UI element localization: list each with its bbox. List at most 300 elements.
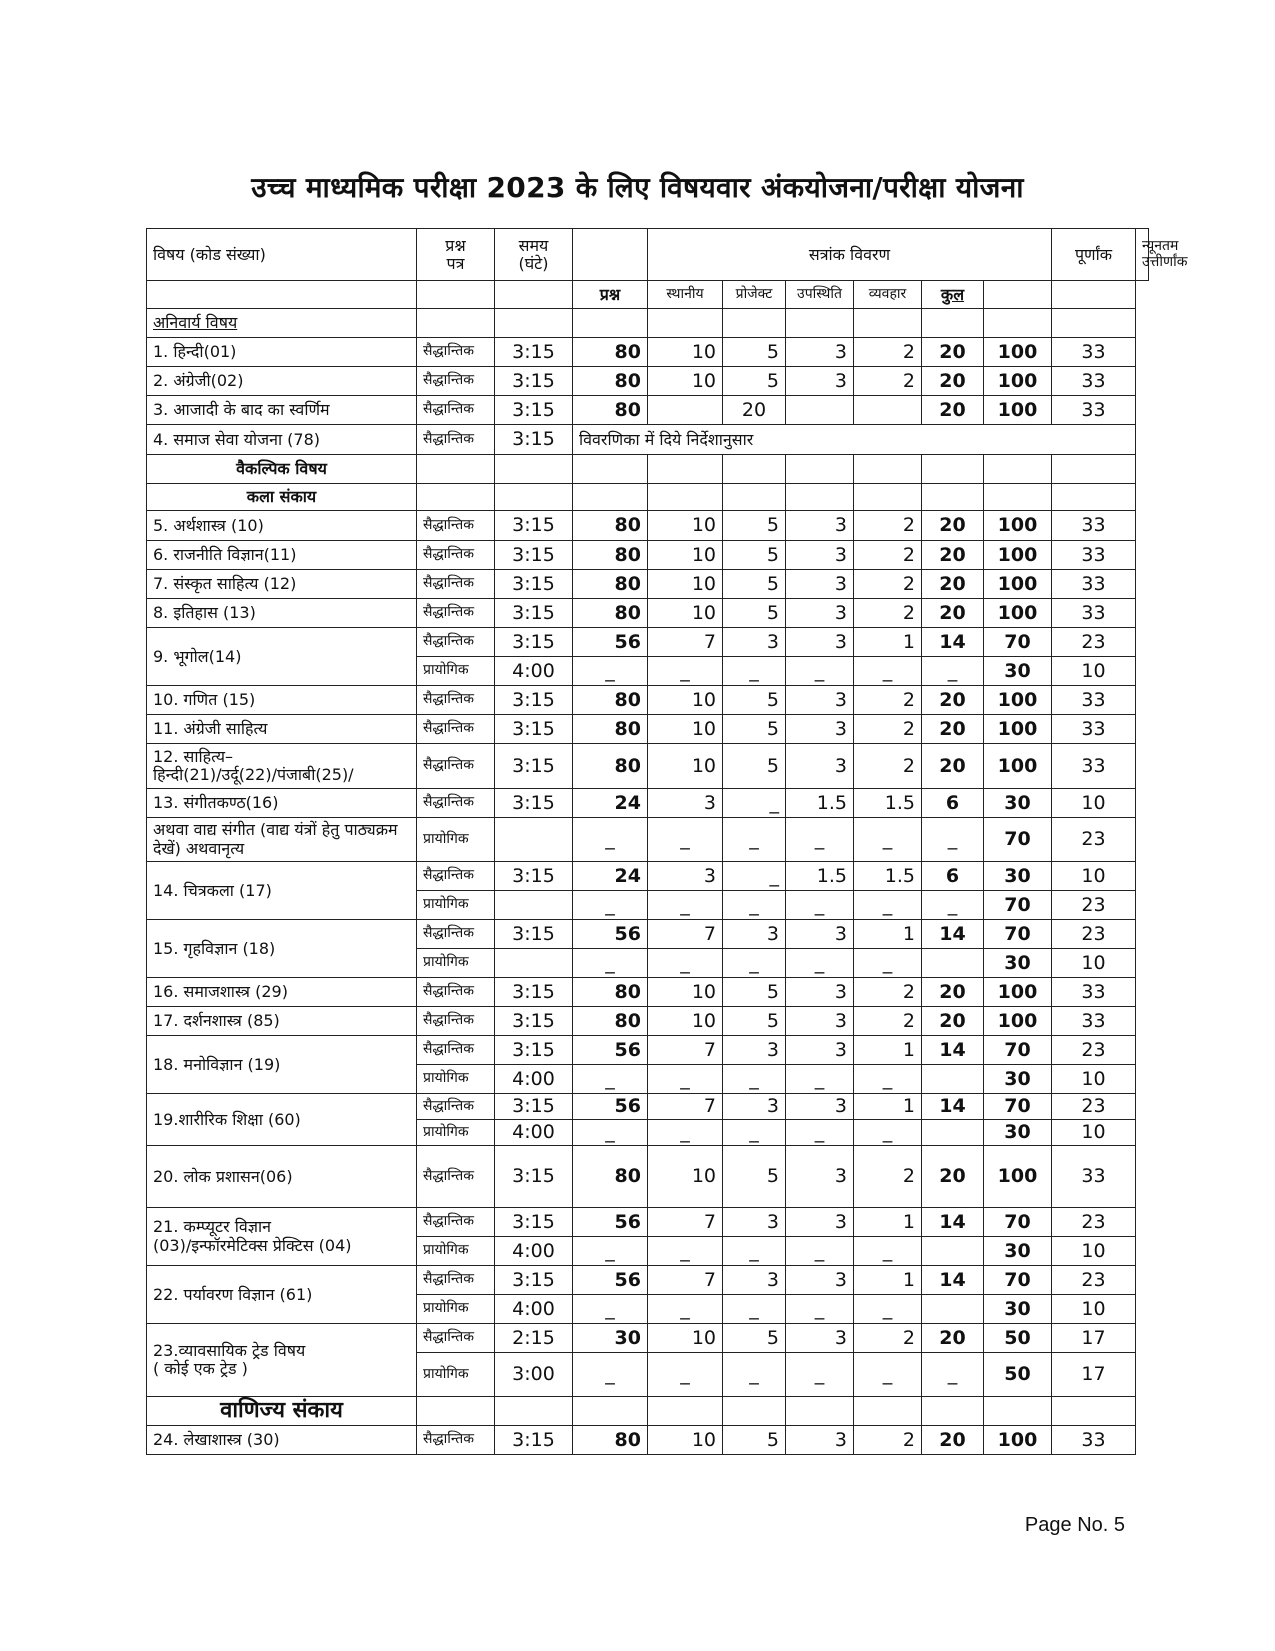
min-pass-cell: 33 [1052,541,1136,570]
min-pass-cell: 33 [1052,978,1136,1007]
subject-name: 12. साहित्य– हिन्दी(21)/उर्दू(22)/पंजाबी(25)/ [147,744,417,789]
q-cell: 56 [573,1208,648,1237]
page-title: उच्च माध्यमिक परीक्षा 2023 के लिए विषयवार अंकयोजना/परीक्षा योजना [251,171,1024,204]
local-cell [648,396,723,425]
total-cell: 100 [984,511,1052,541]
sum-cell: 14 [922,1266,984,1295]
project-cell: 3 [723,1208,786,1237]
subject-row [147,715,1149,744]
dash-cell: _ [648,1065,723,1094]
q-cell: 56 [573,1094,648,1120]
total-cell: 30 [984,789,1052,818]
subject-name: 18. मनोविज्ञान (19) [147,1036,417,1094]
sum-cell: 14 [922,920,984,949]
subject-name: 15. गृहविज्ञान (18) [147,920,417,978]
dash-cell: _ [723,1237,786,1266]
attendance-cell: 3 [786,1036,854,1065]
empty-cell [495,484,573,511]
section-row [147,484,1149,511]
total-cell: 70 [984,1266,1052,1295]
behaviour-cell: 1 [854,628,922,657]
subject-row [147,744,1149,789]
time-cell: 3:00 [495,1353,573,1397]
sum-cell: 20 [922,1324,984,1353]
local-cell: 10 [648,1324,723,1353]
q-cell: 80 [573,570,648,599]
local-cell: 10 [648,1426,723,1455]
empty-cell [495,455,573,484]
paper-type: सैद्धान्तिक [417,789,495,818]
time-cell: 3:15 [495,1208,573,1237]
min-pass-cell: 10 [1052,949,1136,978]
total-cell: 100 [984,744,1052,789]
paper-type: प्रायोगिक [417,818,495,862]
time-header: समय (घंटे) [495,229,573,281]
q-cell: 80 [573,978,648,1007]
subject-name: 1. हिन्दी(01) [147,338,417,367]
time-cell: 3:15 [495,425,573,455]
time-cell: 3:15 [495,978,573,1007]
total-cell: 30 [984,1237,1052,1266]
section-row [147,1397,1149,1426]
attendance-cell: 3 [786,1266,854,1295]
dash-cell: _ [723,891,786,920]
sum-cell: 20 [922,541,984,570]
subject-row [147,1036,1149,1065]
behaviour-cell: 2 [854,367,922,396]
sum-cell: 20 [922,1146,984,1208]
empty-cell [417,484,495,511]
dash-cell: _ [573,1295,648,1324]
total-cell: 30 [984,1120,1052,1146]
behaviour-cell: 2 [854,744,922,789]
empty-cell [786,1397,854,1426]
attendance-cell: 3 [786,1324,854,1353]
total-cell: 100 [984,1426,1052,1455]
empty-cell [1052,484,1136,511]
time-cell: 3:15 [495,1146,573,1208]
subject-name: 16. समाजशास्त्र (29) [147,978,417,1007]
attendance-cell: 3 [786,599,854,628]
paper-type: सैद्धान्तिक [417,715,495,744]
sum-cell: 14 [922,1208,984,1237]
empty-cell [723,455,786,484]
attendance-cell: 3 [786,367,854,396]
dash-cell: _ [786,1237,854,1266]
local-cell: 10 [648,686,723,715]
subject-row [147,862,1149,891]
paper-type: सैद्धान्तिक [417,686,495,715]
total-cell: 100 [984,570,1052,599]
min-pass-cell: 33 [1052,599,1136,628]
paper-type: सैद्धान्तिक [417,511,495,541]
sum-cell: 20 [922,511,984,541]
local-header: स्थानीय [648,281,723,309]
paper-type: सैद्धान्तिक [417,338,495,367]
sum-cell: 20 [922,978,984,1007]
paper-type: सैद्धान्तिक [417,978,495,1007]
project-cell: 5 [723,541,786,570]
project-cell: 5 [723,744,786,789]
attendance-cell: 3 [786,686,854,715]
subject-name: 22. पर्यावरण विज्ञान (61) [147,1266,417,1324]
empty-cell [922,455,984,484]
empty-cell [854,396,922,425]
min-pass-cell: 23 [1052,1208,1136,1237]
dash-cell: _ [854,657,922,686]
project-cell: 3 [723,1036,786,1065]
subject-row [147,338,1149,367]
min-pass-cell: 33 [1052,511,1136,541]
paper-type: सैद्धान्तिक [417,599,495,628]
subject-name: 21. कम्प्यूटर विज्ञान (03)/इन्फॉरमेटिक्स प्रेक्टिस (04) [147,1208,417,1266]
empty-cell [573,455,648,484]
behaviour-cell: 2 [854,1426,922,1455]
empty-cell [1052,1397,1136,1426]
project-cell: 5 [723,1146,786,1208]
paper-type: प्रायोगिक [417,1065,495,1094]
subject-row [147,1208,1149,1237]
total-header: पूर्णांक [1052,229,1136,281]
project-cell: 20 [723,396,786,425]
dash-cell: _ [573,1353,648,1397]
min-pass-cell: 33 [1052,686,1136,715]
subject-continuation: अथवा वाद्य संगीत (वाद्य यंत्रों हेतु पाठ्यक्रम देखें) अथवानृत्य [147,818,417,862]
local-cell: 10 [648,715,723,744]
sum-cell: 20 [922,1007,984,1036]
behaviour-cell: 2 [854,715,922,744]
behaviour-cell: 2 [854,686,922,715]
total-cell: 100 [984,338,1052,367]
paper-type: सैद्धान्तिक [417,396,495,425]
subject-name: 11. अंग्रेजी साहित्य [147,715,417,744]
empty-cell [854,455,922,484]
empty-cell [417,1397,495,1426]
paper-type: प्रायोगिक [417,1237,495,1266]
empty-cell [723,1397,786,1426]
dash-cell: _ [573,1120,648,1146]
sum-cell: 20 [922,1426,984,1455]
total-cell: 50 [984,1353,1052,1397]
time-cell: 2:15 [495,1324,573,1353]
attendance-cell: 3 [786,715,854,744]
min-pass-cell: 33 [1052,367,1136,396]
min-pass-cell: 23 [1052,920,1136,949]
min-pass-cell: 10 [1052,1295,1136,1324]
subject-row [147,599,1149,628]
min-pass-cell: 33 [1052,1146,1136,1208]
empty-cell [495,1397,573,1426]
subject-row [147,978,1149,1007]
behaviour-cell: 2 [854,1324,922,1353]
paper-type: सैद्धान्तिक [417,744,495,789]
empty-cell [984,484,1052,511]
empty-cell [786,309,854,338]
session-header: सत्रांक विवरण [648,229,1052,281]
empty-cell [1052,309,1136,338]
subject-row [147,1426,1149,1455]
total-cell: 30 [984,657,1052,686]
behaviour-cell: 2 [854,570,922,599]
time-cell: 3:15 [495,1007,573,1036]
min-pass-cell: 23 [1052,1036,1136,1065]
dash-cell: _ [723,1353,786,1397]
q-cell: 80 [573,1426,648,1455]
q-cell: 80 [573,396,648,425]
dash-cell: _ [573,818,648,862]
dash-cell: _ [786,949,854,978]
time-cell: 3:15 [495,715,573,744]
time-cell: 3:15 [495,541,573,570]
subject-name: 14. चित्रकला (17) [147,862,417,920]
empty-cell [723,309,786,338]
section-label: वाणिज्य संकाय [147,1397,417,1426]
time-cell: 4:00 [495,657,573,686]
q-cell: 80 [573,541,648,570]
empty-cell [648,484,723,511]
q-cell: 30 [573,1324,648,1353]
time-cell: 3:15 [495,396,573,425]
q-cell: 80 [573,744,648,789]
section-row [147,309,1149,338]
time-cell: 3:15 [495,599,573,628]
min-pass-cell: 10 [1052,1120,1136,1146]
total-cell: 70 [984,891,1052,920]
sum-cell: 20 [922,570,984,599]
min-pass-cell: 33 [1052,396,1136,425]
behaviour-cell: 1 [854,1036,922,1065]
total-cell: 30 [984,862,1052,891]
note-cell: विवरणिका में दिये निर्देशानुसार [573,425,1136,455]
subject-row [147,1324,1149,1353]
time-cell: 4:00 [495,1295,573,1324]
dash-cell: _ [786,1065,854,1094]
total-cell: 30 [984,1295,1052,1324]
subject-name: 8. इतिहास (13) [147,599,417,628]
local-cell: 10 [648,338,723,367]
behaviour-cell: 2 [854,1146,922,1208]
empty-cell [573,309,648,338]
behaviour-cell: 2 [854,599,922,628]
min-pass-cell: 10 [1052,789,1136,818]
total-cell: 70 [984,628,1052,657]
dash-cell: _ [786,1353,854,1397]
min-pass-cell: 23 [1052,891,1136,920]
project-cell: 5 [723,715,786,744]
dash-cell: _ [922,657,984,686]
attendance-cell: 3 [786,1007,854,1036]
total-cell: 70 [984,1036,1052,1065]
q-cell: 24 [573,862,648,891]
subject-name: 6. राजनीति विज्ञान(11) [147,541,417,570]
dash-cell: _ [786,891,854,920]
dash-cell: _ [786,1295,854,1324]
sum-cell: 20 [922,686,984,715]
local-cell: 7 [648,1094,723,1120]
empty-cell [922,1397,984,1426]
total-cell: 100 [984,1007,1052,1036]
total-cell: 30 [984,1065,1052,1094]
q-cell: 80 [573,338,648,367]
empty-cell [786,484,854,511]
dash-cell: _ [648,891,723,920]
time-cell [495,891,573,920]
dash-cell: _ [723,1120,786,1146]
sum-cell: 6 [922,862,984,891]
section-row [147,455,1149,484]
dash-cell: _ [854,949,922,978]
empty-cell [922,1065,984,1094]
min-pass-cell: 17 [1052,1353,1136,1397]
sum-cell: 14 [922,1036,984,1065]
total-cell: 100 [984,978,1052,1007]
min-pass-header: न्यूनतम उत्तीर्णांक [1136,229,1149,281]
min-pass-cell: 33 [1052,744,1136,789]
paper-type: सैद्धान्तिक [417,570,495,599]
paper-type: सैद्धान्तिक [417,1036,495,1065]
subject-row [147,628,1149,657]
project-cell: 5 [723,686,786,715]
dash-cell: _ [648,1237,723,1266]
empty-cell [854,484,922,511]
sum-cell: 14 [922,1094,984,1120]
project-cell: 5 [723,338,786,367]
dash-cell: _ [786,657,854,686]
total-cell: 100 [984,367,1052,396]
subject-row [147,541,1149,570]
q-cell: 24 [573,789,648,818]
q-cell: 80 [573,715,648,744]
project-cell-dash: _ [723,789,786,818]
attendance-cell: 3 [786,1426,854,1455]
min-pass-cell: 10 [1052,862,1136,891]
paper-type: प्रायोगिक [417,1353,495,1397]
total-cell: 70 [984,1208,1052,1237]
subject-name: 17. दर्शनशास्त्र (85) [147,1007,417,1036]
local-cell: 10 [648,1007,723,1036]
local-cell: 10 [648,1146,723,1208]
dash-cell: _ [723,657,786,686]
time-cell: 4:00 [495,1237,573,1266]
empty-cell [573,1397,648,1426]
dash-cell: _ [723,1295,786,1324]
paper-header: प्रश्न पत्र [417,229,495,281]
behaviour-cell: 1.5 [854,789,922,818]
project-cell: 5 [723,1324,786,1353]
behaviour-cell: 2 [854,1007,922,1036]
dash-cell: _ [854,818,922,862]
dash-cell: _ [648,1120,723,1146]
q-cell: 56 [573,920,648,949]
paper-type: सैद्धान्तिक [417,1094,495,1120]
empty-cell [495,309,573,338]
dash-cell: _ [573,1065,648,1094]
behaviour-cell: 1 [854,920,922,949]
sum-cell: 20 [922,744,984,789]
local-cell: 10 [648,599,723,628]
time-cell: 3:15 [495,789,573,818]
dash-cell: _ [786,818,854,862]
behaviour-cell: 1 [854,1094,922,1120]
total-cell: 100 [984,396,1052,425]
attendance-cell: 3 [786,541,854,570]
subject-name: 3. आजादी के बाद का स्वर्णिम [147,396,417,425]
min-pass-cell: 23 [1052,628,1136,657]
subject-name: 13. संगीतकण्ठ(16) [147,789,417,818]
attendance-cell: 1.5 [786,789,854,818]
header-row-1 [147,229,1149,281]
q-header: प्रश्न [573,281,648,309]
subject-row [147,1266,1149,1295]
empty-cell [854,309,922,338]
project-cell: 5 [723,511,786,541]
total-cell: 70 [984,818,1052,862]
min-pass-cell: 10 [1052,1237,1136,1266]
dash-cell: _ [922,818,984,862]
time-cell: 3:15 [495,570,573,599]
dash-cell: _ [648,818,723,862]
sum-cell: 20 [922,396,984,425]
empty-cell [648,455,723,484]
paper-type: सैद्धान्तिक [417,1426,495,1455]
behaviour-cell: 2 [854,338,922,367]
local-cell: 10 [648,367,723,396]
min-pass-cell: 23 [1052,1094,1136,1120]
time-cell: 3:15 [495,338,573,367]
paper-type: सैद्धान्तिक [417,1007,495,1036]
attendance-cell: 3 [786,511,854,541]
attendance-cell: 3 [786,920,854,949]
q-cell: 80 [573,1007,648,1036]
project-cell: 5 [723,599,786,628]
time-cell: 4:00 [495,1120,573,1146]
attendance-cell: 3 [786,1146,854,1208]
empty-cell [495,818,573,862]
q-cell: 80 [573,1146,648,1208]
total-cell: 70 [984,920,1052,949]
dash-cell: _ [648,1295,723,1324]
empty-cell [984,455,1052,484]
project-cell: 5 [723,978,786,1007]
attendance-header: उपस्थिति [786,281,854,309]
min-pass-cell: 23 [1052,818,1136,862]
min-pass-cell: 10 [1052,1065,1136,1094]
local-cell: 3 [648,862,723,891]
dash-cell: _ [648,657,723,686]
subject-name: 5. अर्थशास्त्र (10) [147,511,417,541]
q-cell: 80 [573,599,648,628]
subject-row [147,396,1149,425]
dash-cell: _ [573,949,648,978]
empty-cell [786,455,854,484]
subject-row [147,920,1149,949]
total-cell: 70 [984,1094,1052,1120]
min-pass-cell: 33 [1052,1007,1136,1036]
time-cell: 3:15 [495,686,573,715]
paper-type: सैद्धान्तिक [417,1146,495,1208]
subject-row [147,686,1149,715]
empty-cell [922,1237,984,1266]
dash-cell: _ [854,1295,922,1324]
local-cell: 10 [648,511,723,541]
time-cell [495,949,573,978]
paper-type: प्रायोगिक [417,1295,495,1324]
subject-row [147,367,1149,396]
paper-type: प्रायोगिक [417,1120,495,1146]
min-pass-cell: 10 [1052,657,1136,686]
subject-name: 7. संस्कृत साहित्य (12) [147,570,417,599]
paper-type: सैद्धान्तिक [417,425,495,455]
